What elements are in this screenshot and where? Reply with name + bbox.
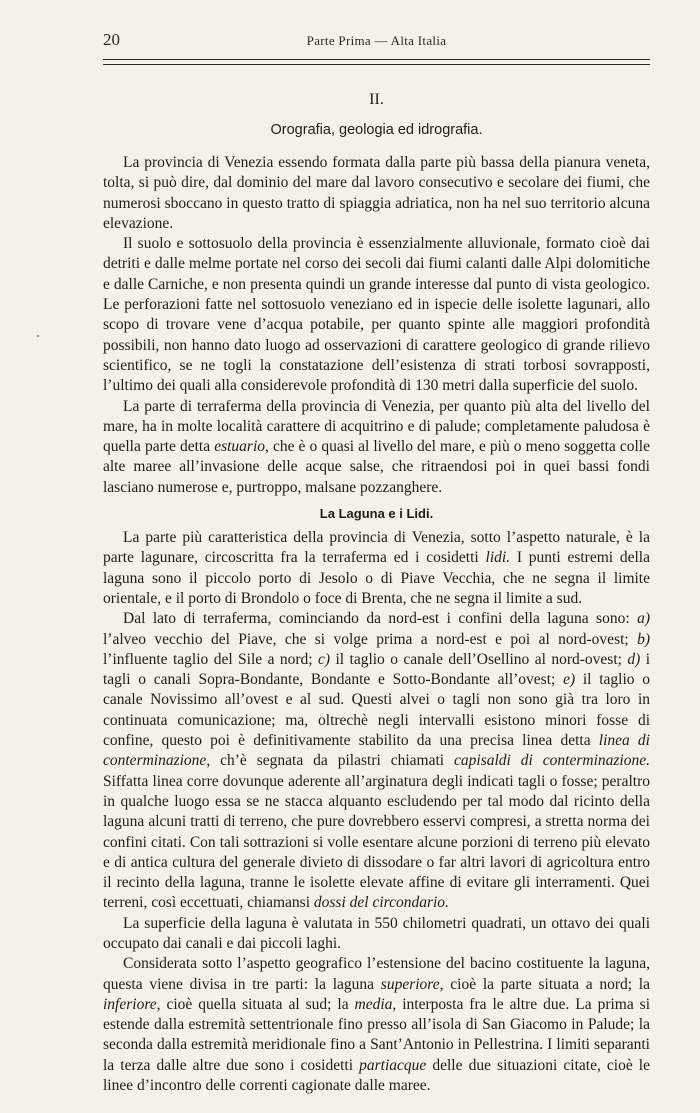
paragraph: La parte più caratteristica della provincia di Venezia, sotto l’aspetto naturale, è la parte lagunare, circoscritta fra la terraferma ed i cosidetti lidi. I punti estremi della laguna sono il piccolo porto di Jesolo o di Piave Vecchia, che ne segna il limite orientale, e il porto di Brondolo o foce di Brenta, che ne segna il limite a sud. [103, 529, 650, 607]
running-title: Parte Prima — Alta Italia [306, 33, 447, 48]
chapter-number: II. [369, 91, 384, 108]
margin-speck [37, 335, 39, 337]
paragraph: La parte di terraferma della provincia di Venezia, per quanto più alta del livello del mare, ha in molte località carattere di acquitrino e di palude; completamente paludosa è quella parte detta estuario, che è o quasi al livello del mare, e più o meno soggetta colle alte maree all’invasione delle acque salse, che ritraendosi poi in quei bassi fondi lasciano numerose e, purtroppo, malsane pozzanghere. [103, 397, 650, 496]
paragraph: Il suolo e sottosuolo della provincia è essenzialmente alluvionale, formato cioè dai detriti e dalle melme portate nel corso dei secoli dai fiumi calanti dalle Alpi dolomitiche e dalle Carniche, e non presenta quindi un grande interesse dal punto di vista geologico. Le perforazioni fatte nel sottosuolo veneziano ed in ispecie delle isolette lagunari, allo scopo di trovare vene d’acqua potabile, per quanto spinte alle maggiori profondità possibili, non hanno dato luogo ad osservazioni di carattere geologico di grande rilievo scientifico, se ne togli la constatazione dell’esistenza di strati torbosi sovrapposti, l’ultimo dei quali alla considerevole profondità di 130 metri dalla superficie del suolo. [103, 235, 650, 395]
paragraph: Considerata sotto l’aspetto geografico l’estensione del bacino costituente la laguna, questa viene divisa in tre parti: la laguna superiore, cioè la parte situata a nord; la inferiore, cioè quella situata al sud; la media, interposta fra le altre due. La prima si estende dalla estremità settentrionale fino presso all’isola di San Giacomo in Palude; la seconda dalla estremità meridionale fino a Sant’Antonio in Pellestrina. I limiti separanti la terza dalle altre due sono i cosidetti partiacque delle due situazioni citate, cioè le linee d’incontro delle correnti cagionate dalle maree. [103, 955, 651, 1095]
chapter-title: Orografia, geologia ed idrografia. [270, 122, 483, 138]
header-rule [103, 59, 650, 60]
header-rule-thin [103, 64, 650, 65]
paragraph: La superficie della laguna è valutata in 550 chilometri quadrati, un ottavo dei quali occupato dai canali e dai piccoli laghi. [103, 914, 650, 952]
paragraph: La provincia di Venezia essendo formata dalla parte più bassa della pianura veneta, tolta, si può dire, dal dominio del mare dal lavoro consecutivo e secolare dei fiumi, che numerosi sboccano in questo tratto di spiaggia adriatica, non ha nel suo territorio alcuna elevazione. [103, 154, 650, 232]
section-title: La Laguna e i Lidi. [319, 506, 434, 522]
page-number: 20 [103, 30, 120, 49]
paragraph: Dal lato di terraferma, cominciando da nord-est i confini della laguna sono: a) l’alveo vecchio del Piave, che si volge prima a nord-est e poi al nord-ovest; b) l’influente taglio del Sile a nord; c) il taglio o canale dell’Osellino al nord-ovest; d) i tagli o canali Sopra-Bondante, Bondante e Sotto-Bondante all’ovest; e) il taglio o canale Novissimo all’ovest e al sud. Questi alvei o tagli non sono già tra loro in continuata comunicazione; ma, oltrechè negli intervalli esistono minori fosse di confine, questo poi è definitivamente stabilito da una precisa linea detta linea di conterminazione, ch’è segnata da pilastri chiamati capisaldi di conterminazione. Siffatta linea corre dovunque aderente all’arginatura degli indicati tagli o fosse; peraltro in qualche luogo essa se ne stacca alquanto escludendo per tal modo dal ricinto della laguna alcuni tratti di terreno, che pure dovrebbero esservi compresi, a stretta norma dei confini citati. Con tali sottrazioni si volle esentare alcune porzioni di terreno più elevato e di antica cultura del generale divieto di dissodare o far altri lavori di agricoltura entro il recinto della laguna, tranne le isolette elevate affine di evitare gli interramenti. Quei terreni, così eccettuati, chiamansi dossi del circondario. [103, 610, 651, 912]
page-header [103, 30, 650, 52]
page-body [103, 90, 650, 1096]
